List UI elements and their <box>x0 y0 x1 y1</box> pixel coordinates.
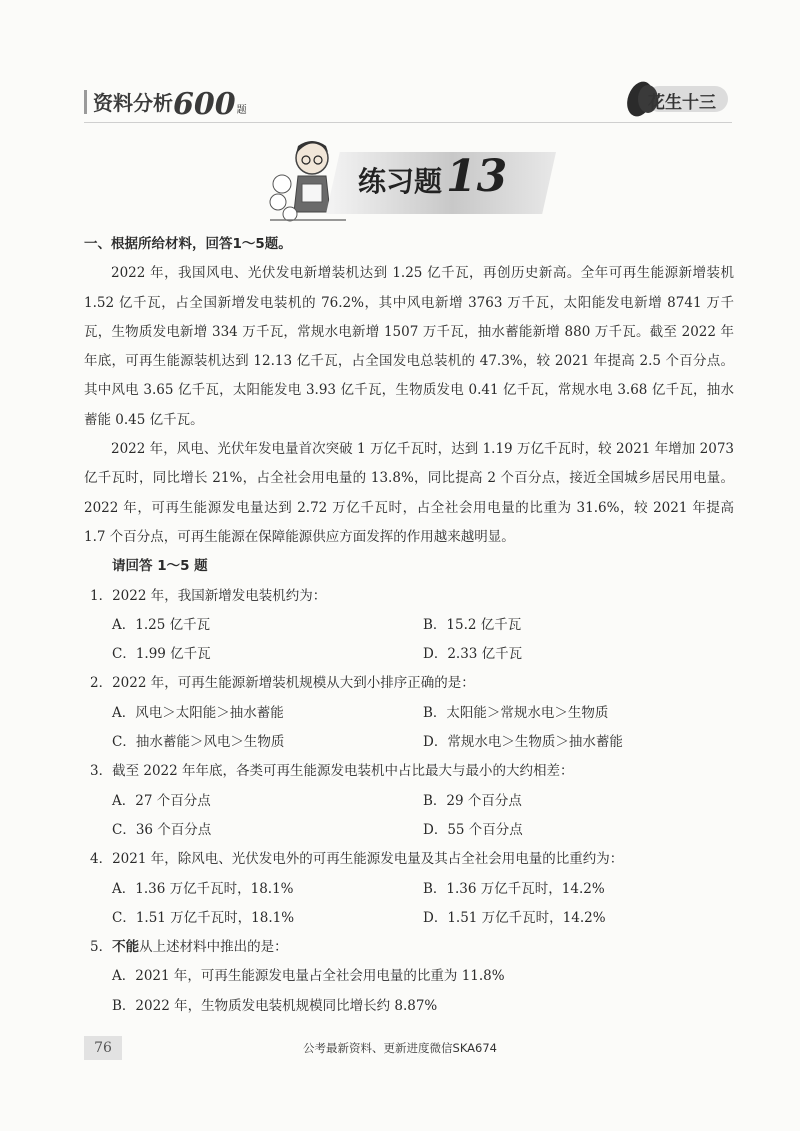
question-2 <box>84 669 734 757</box>
question-number: 5． <box>90 939 113 956</box>
option-b[interactable]: B．太阳能＞常规水电＞生物质 <box>423 704 609 721</box>
options <box>84 875 734 934</box>
emphasis-not: 不能 <box>112 939 140 956</box>
option-a[interactable]: A．风电＞太阳能＞抽水蓄能 <box>112 704 284 721</box>
header-divider <box>84 122 732 123</box>
series-header <box>84 80 247 120</box>
option-b[interactable]: B．1.36 万亿千瓦时，14.2% <box>423 880 605 897</box>
option-b[interactable]: B．2022 年，生物质发电装机规模同比增长约 8.87% <box>112 997 438 1014</box>
option-c[interactable]: C．抽水蓄能＞风电＞生物质 <box>112 734 285 751</box>
options <box>84 699 734 758</box>
question-5 <box>84 933 734 1021</box>
question-3 <box>84 757 734 845</box>
title-number: 13 <box>446 151 508 202</box>
title-label: 练习题 <box>358 165 443 198</box>
option-a[interactable]: A．27 个百分点 <box>112 792 211 809</box>
question-stem: 1．2022 年，我国新增发电装机约为： <box>90 587 327 604</box>
main-content <box>84 230 734 1021</box>
option-d[interactable]: D．常规水电＞生物质＞抽水蓄能 <box>423 734 623 751</box>
question-stem: 4．2021 年，除风电、光伏发电外的可再生能源发电量及其占全社会用电量的比重约为： <box>90 851 624 868</box>
options <box>84 962 734 1021</box>
ask-label: 请回答 1～5 题 <box>112 558 208 575</box>
material-paragraph: 2022 年，风电、光伏年发电量首次突破 1 万亿千瓦时，达到 1.19 万亿千瓦时，较 2021 年增加 2073 亿千瓦时，同比增长 21%，占全社会用电量的 13.8%，同比提高 2 个百分点，接近全国城乡居民用电量。2022 年，可再生能源发电量达到 2.72 万亿千瓦时，占全社会用电量的比重为 31.6%，较 2021 年提高 1.7 个百分点，可再生能源在保障能源供应方面发挥的作用越来越明显。 <box>84 441 734 545</box>
section-heading: 一、根据所给材料，回答1～5题。 <box>84 236 292 252</box>
options <box>84 787 734 846</box>
question-4 <box>84 845 734 933</box>
option-a[interactable]: A．2021 年，可再生能源发电量占全社会用电量的比重为 11.8% <box>112 968 505 985</box>
option-c[interactable]: C．1.51 万亿千瓦时，18.1% <box>112 909 295 926</box>
options <box>84 611 734 670</box>
question-stem: 3．截至 2022 年年底，各类可再生能源发电装机中占比最大与最小的大约相差： <box>90 763 574 780</box>
option-d[interactable]: D．55 个百分点 <box>423 821 523 838</box>
exercise-title-text <box>358 151 508 202</box>
option-a[interactable]: A．1.36 万亿千瓦时，18.1% <box>112 880 294 897</box>
footer-notice: 公考最新资料、更新进度微信SKA674 <box>303 1041 497 1055</box>
brand-text: 花生十三 <box>648 93 716 113</box>
question-stem <box>84 933 734 962</box>
option-d[interactable]: D．1.51 万亿千瓦时，14.2% <box>423 909 606 926</box>
series-suffix: 题 <box>236 105 247 116</box>
material-paragraph: 2022 年，我国风电、光伏发电新增装机达到 1.25 亿千瓦，再创历史新高。全年可再生能源新增装机 1.52 亿千瓦，占全国新增发电装机的 76.2%，其中风电新增 3763 万千瓦，太阳能发电新增 8741 万千瓦，生物质发电新增 334 万千瓦，常规水电新增 1507 万千瓦，抽水蓄能新增 880 万千瓦。截至 2022 年年底，可再生能源装机达到 12.13 亿千瓦，占全国发电总装机的 47.3%，较 2021 年提高 2.5 个百分点。其中风电 3.65 亿千瓦，太阳能发电 3.93 亿千瓦，生物质发电 0.41 亿千瓦，常规水电 3.68 亿千瓦，抽水蓄能 0.45 亿千瓦。 <box>84 265 734 428</box>
option-b[interactable]: B．29 个百分点 <box>423 792 522 809</box>
exercise-title <box>268 134 568 224</box>
option-c[interactable]: C．36 个百分点 <box>112 821 212 838</box>
question-stem: 2．2022 年，可再生能源新增装机规模从大到小排序正确的是： <box>90 675 475 692</box>
series-title: 资料分析 <box>93 91 173 115</box>
option-b[interactable]: B．15.2 亿千瓦 <box>423 616 522 633</box>
option-d[interactable]: D．2.33 亿千瓦 <box>423 646 523 663</box>
option-a[interactable]: A．1.25 亿千瓦 <box>112 616 211 633</box>
brand-logo <box>622 78 732 120</box>
series-number: 600 <box>173 87 236 122</box>
option-c[interactable]: C．1.99 亿千瓦 <box>112 646 211 663</box>
question-1 <box>84 582 734 670</box>
question-rest: 从上述材料中推出的是： <box>139 939 288 956</box>
header-bar <box>84 90 87 114</box>
page-number: 76 <box>84 1036 122 1060</box>
